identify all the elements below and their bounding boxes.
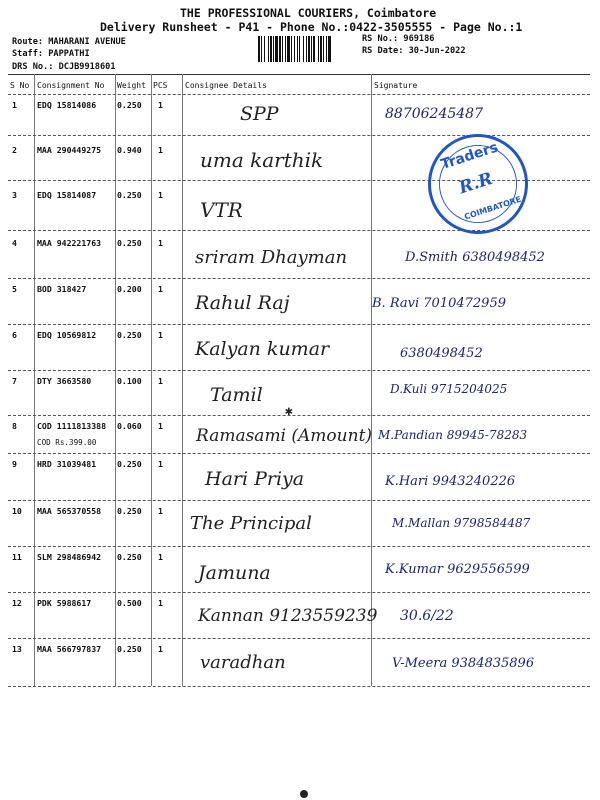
barcode-bar — [331, 36, 332, 62]
row-divider — [8, 415, 590, 416]
drs-label: DRS No.: — [12, 62, 54, 72]
row-consignee: The Principal — [190, 513, 312, 534]
rs-date-label: RS Date: — [362, 46, 404, 56]
route-label: Route: — [12, 37, 44, 47]
row-consignee: uma karthik — [200, 148, 324, 172]
row-divider — [8, 546, 590, 547]
row-sno: 11 — [12, 552, 22, 562]
row-weight: 0.250 — [117, 552, 142, 562]
row-divider — [8, 278, 590, 279]
company-title: THE PROFESSIONAL COURIERS, Coimbatore — [180, 6, 437, 20]
route-line — [12, 37, 126, 47]
row-weight: 0.200 — [117, 284, 142, 294]
row-pcs: 1 — [158, 284, 163, 294]
row-weight: 0.100 — [117, 376, 142, 386]
row-consignee: Rahul Raj — [195, 292, 290, 314]
row-consignee: Hari Priya — [205, 468, 305, 490]
row-pcs: 1 — [158, 459, 163, 469]
row-pcs: 1 — [158, 330, 163, 340]
row-consignee: SPP — [240, 103, 279, 125]
row-pcs: 1 — [158, 376, 163, 386]
stamp-top-text: Traders — [438, 139, 501, 173]
row-pcs: 1 — [158, 644, 163, 654]
drs-value: DCJB9918601 — [58, 62, 116, 72]
row-divider — [8, 638, 590, 639]
row-sno: 4 — [12, 238, 17, 248]
row-sno: 5 — [12, 284, 17, 294]
row-pcs: 1 — [158, 190, 163, 200]
col-header-signature: Signature — [374, 81, 418, 90]
row-consignment-no: BOD 318427 — [37, 284, 87, 294]
row-pcs: 1 — [158, 552, 163, 562]
drs-line — [12, 62, 116, 72]
row-consignment-no: PDK 5988617 — [37, 598, 92, 608]
row-weight: 0.250 — [117, 238, 142, 248]
row-weight: 0.250 — [117, 330, 142, 340]
row-consignee: Tamil — [210, 384, 263, 406]
row-weight: 0.250 — [117, 190, 142, 200]
punch-hole-icon — [300, 790, 308, 798]
rs-no-label: RS No.: — [362, 34, 399, 44]
row-pcs: 1 — [158, 100, 163, 110]
row-signature: 6380498452 — [400, 346, 483, 361]
row-cod-amount: COD Rs.399.00 — [37, 438, 97, 447]
row-sno: 10 — [12, 506, 22, 516]
row-divider — [8, 453, 590, 454]
row-divider — [8, 686, 590, 687]
row-weight: 0.250 — [117, 506, 142, 516]
col-divider-pcs — [182, 74, 183, 686]
row-signature: D.Kuli 9715204025 — [390, 382, 508, 396]
row-divider — [8, 324, 590, 325]
row-divider — [8, 370, 590, 371]
row-consignment-no: EDQ 15814086 — [37, 100, 97, 110]
row-sno: 7 — [12, 376, 17, 386]
row-signature: M.Mallan 9798584487 — [392, 516, 531, 530]
row-weight: 0.250 — [117, 459, 142, 469]
col-divider-consignee — [371, 74, 372, 686]
route-value: MAHARANI AVENUE — [48, 37, 126, 47]
runsheet-subtitle: Delivery Runsheet - P41 - Phone No.:0422-3505555 - Page No.:1 — [100, 20, 523, 34]
row-consignment-no: COD 1111813388 — [37, 421, 107, 431]
staff-label: Staff: — [12, 49, 44, 59]
row-pcs: 1 — [158, 421, 163, 431]
row-consignment-no: HRD 31039481 — [37, 459, 97, 469]
rs-no-value: 969186 — [403, 34, 435, 44]
table-top-rule — [8, 74, 590, 75]
row-consignee: VTR — [200, 198, 243, 222]
row-sno: 3 — [12, 190, 17, 200]
stamp-middle-text: R.R — [456, 168, 496, 199]
row-pcs: 1 — [158, 506, 163, 516]
row-divider — [8, 500, 590, 501]
row-signature: V-Meera 9384835896 — [392, 656, 535, 671]
row-sno: 6 — [12, 330, 17, 340]
col-divider-sno — [34, 74, 35, 686]
row-signature: K.Hari 9943240226 — [385, 474, 516, 489]
row-weight: 0.250 — [117, 644, 142, 654]
row-pcs: 1 — [158, 238, 163, 248]
row-consignment-no: SLM 298486942 — [37, 552, 102, 562]
row-consignee: sriram Dhayman — [195, 247, 348, 268]
row-weight: 0.500 — [117, 598, 142, 608]
row-consignee: Kannan 9123559239 — [198, 606, 378, 626]
row-consignee: Kalyan kumar — [195, 338, 330, 360]
col-divider-weight — [151, 74, 152, 686]
row-divider — [8, 592, 590, 593]
col-header-pcs: PCS — [153, 81, 168, 90]
row-signature: B. Ravi 7010472959 — [372, 296, 506, 311]
row-consignment-no: EDQ 10569812 — [37, 330, 97, 340]
barcode — [258, 36, 356, 62]
row-sno: 1 — [12, 100, 17, 110]
row-weight: 0.250 — [117, 100, 142, 110]
row-consignment-no: DTY 3663580 — [37, 376, 92, 386]
row-pcs: 1 — [158, 598, 163, 608]
row-sno: 8 — [12, 421, 17, 431]
row-sno: 9 — [12, 459, 17, 469]
row-sno: 13 — [12, 644, 22, 654]
col-header-sno: S No — [10, 81, 30, 90]
row-consignee: Jamuna — [198, 562, 271, 584]
row-consignment-no: MAA 942221763 — [37, 238, 102, 248]
col-header-weight: Weight — [117, 81, 146, 90]
table-header-rule — [8, 94, 590, 95]
row-weight: 0.940 — [117, 145, 142, 155]
rs-date-value: 30-Jun-2022 — [408, 46, 466, 56]
asterisk-mark-icon: ✱ — [285, 404, 293, 419]
row-signature: M.Pandian 89945-78283 — [378, 428, 528, 442]
row-weight: 0.060 — [117, 421, 142, 431]
staff-value: PAPPATHI — [48, 49, 90, 59]
row-pcs: 1 — [158, 145, 163, 155]
rs-no-line — [362, 34, 434, 44]
row-consignee: varadhan — [200, 652, 286, 673]
row-signature: 88706245487 — [385, 106, 483, 122]
col-divider-consignment — [115, 74, 116, 686]
row-consignment-no: EDQ 15814087 — [37, 190, 97, 200]
row-consignment-no: MAA 290449275 — [37, 145, 102, 155]
row-consignment-no: MAA 565370558 — [37, 506, 102, 516]
stamp-bottom-text: COIMBATORE — [463, 194, 523, 222]
staff-line — [12, 49, 90, 59]
row-signature: K.Kumar 9629556599 — [385, 562, 530, 577]
row-divider — [8, 230, 590, 231]
row-divider — [8, 135, 590, 136]
row-signature: D.Smith 6380498452 — [405, 250, 545, 265]
company-stamp — [415, 121, 541, 247]
row-consignee: Ramasami (Amount) — [196, 426, 373, 446]
rs-date-line — [362, 46, 466, 56]
row-sno: 2 — [12, 145, 17, 155]
col-header-consignment: Consignment No — [37, 81, 105, 90]
col-header-consignee: Consignee Details — [185, 81, 267, 90]
row-consignment-no: MAA 566797837 — [37, 644, 102, 654]
row-sno: 12 — [12, 598, 22, 608]
row-signature: 30.6/22 — [400, 608, 454, 624]
